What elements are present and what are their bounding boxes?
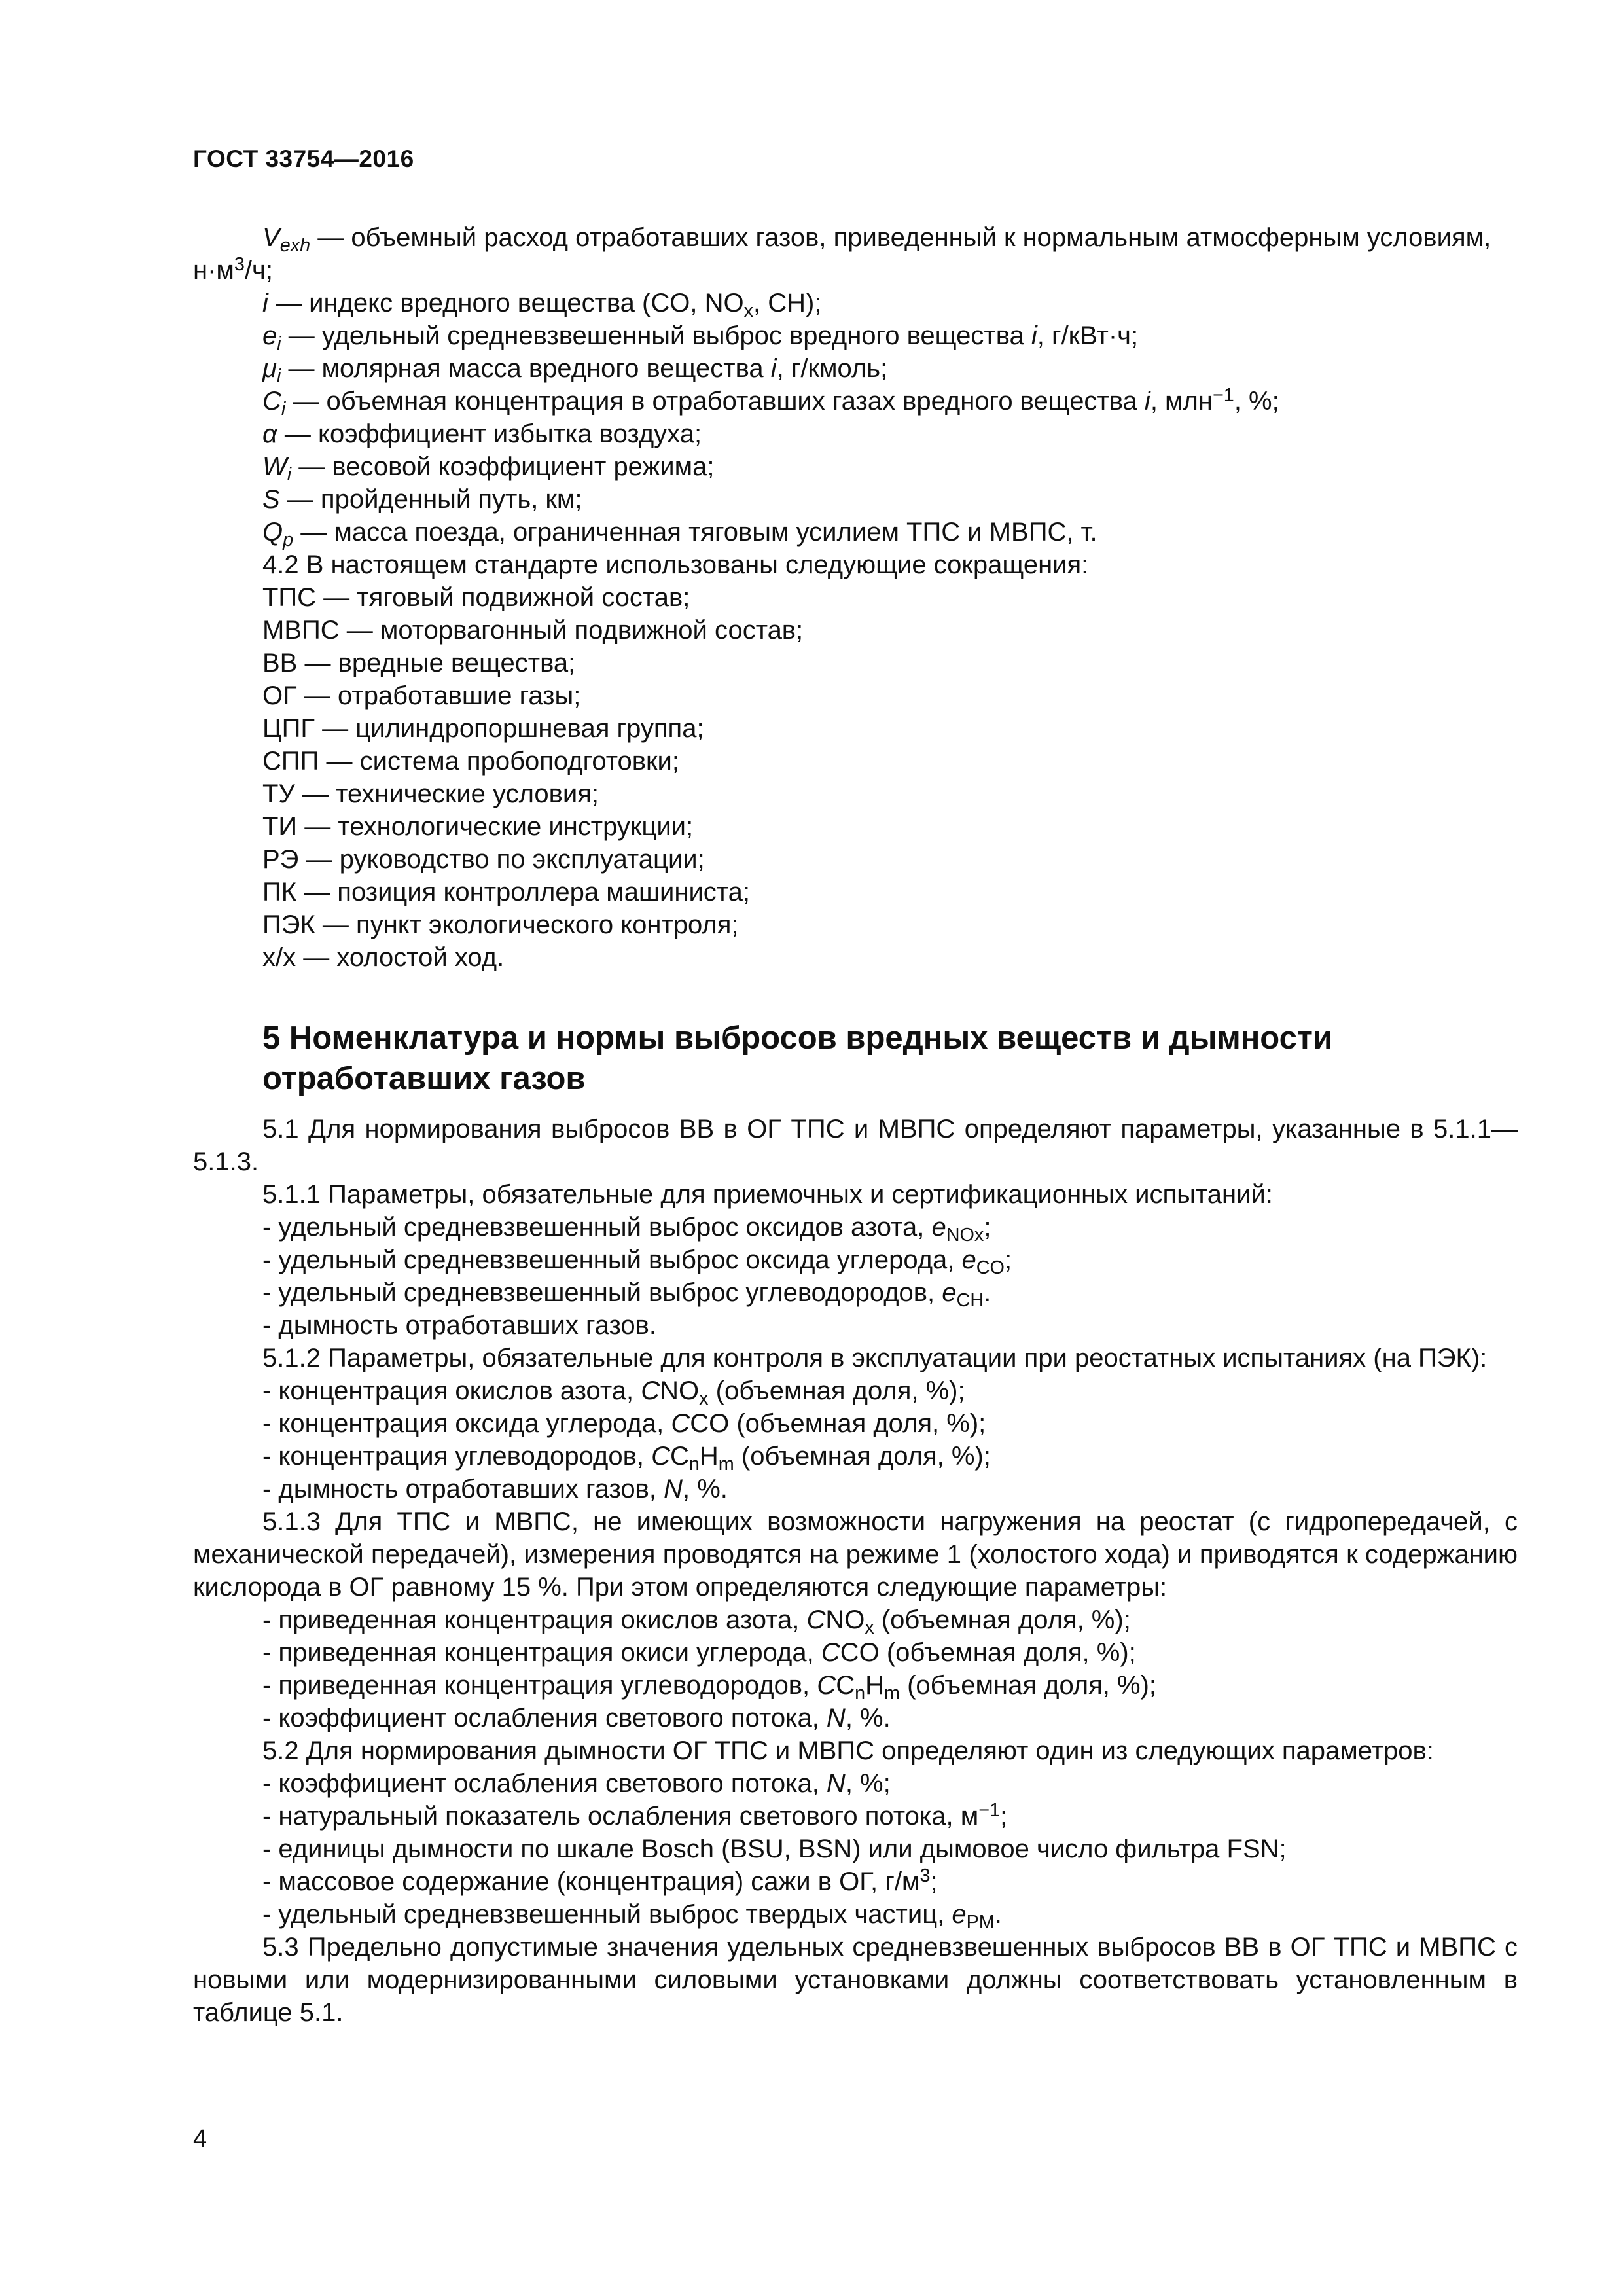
list-item: - дымность отработавших газов, N, %.	[262, 1475, 728, 1503]
page-number: 4	[193, 2125, 207, 2153]
abbrev-item: ТПС — тяговый подвижной состав;	[262, 583, 690, 612]
list-item: - приведенная концентрация углеводородов, $CC_nH_m$ (объемная доля, %);	[262, 1671, 1157, 1704]
paragraph-5-2: 5.2 Для нормирования дымности ОГ ТПС и МВПС определяют один из следующих параметров:	[262, 1736, 1434, 1765]
paragraph-5-3: 5.3 Предельно допустимые значения удельных средневзвешенных выбросов ВВ в ОГ ТПС и МВПС с новыми или модернизированными силовыми установками должны соответствовать установленным в таблице 5.1.	[193, 1933, 1518, 2027]
def-alpha: α — коэффициент избытка воздуха;	[262, 420, 702, 448]
list-item: - коэффициент ослабления светового потока, N, %;	[262, 1769, 891, 1798]
abbrev-item: СПП — система пробоподготовки;	[262, 747, 680, 776]
list-item: - удельный средневзвешенный выброс оксида углерода, $e_{CO}$;	[262, 1246, 1012, 1279]
def-c: $C_i$ — объемная концентрация в отработавших газах вредного вещества i, млн$^{-1}$, %;	[262, 385, 1279, 420]
symbol-definitions	[193, 221, 1518, 974]
def-q: $Q_p$ — масса поезда, ограниченная тяговым усилием ТПС и МВПС, т.	[262, 518, 1097, 551]
list-item: - единицы дымности по шкале Bosch (BSU, BSN) или дымовое число фильтра FSN;	[262, 1835, 1287, 1863]
list-item: - массовое содержание (концентрация) сажи в ОГ, $г/м^3$;	[262, 1865, 938, 1896]
list-item: - удельный средневзвешенный выброс оксидов азота, $e_{NOx}$;	[262, 1213, 991, 1246]
section-5-title: 5 Номенклатура и нормы выбросов вредных веществ и дымности отработавших газов	[262, 1020, 1332, 1096]
def-s: S — пройденный путь, км;	[262, 485, 582, 514]
def-i: i — индекс вредного вещества (CO, $NO_x$, CH);	[262, 289, 822, 322]
def-vexh-cont: $н\cdot м^3/ч$;	[193, 254, 274, 285]
list-item: - концентрация оксида углерода, CCO (объемная доля, %);	[262, 1409, 986, 1438]
paragraph-5-1-2: 5.1.2 Параметры, обязательные для контроля в эксплуатации при реостатных испытаниях (на ПЭК):	[262, 1344, 1488, 1372]
section-5-body	[193, 1113, 1518, 2029]
paragraph-5-1-3: 5.1.3 Для ТПС и МВПС, не имеющих возможности нагружения на реостат (с гидропередачей, с механической передачей), измерения проводятся на режиме 1 (холостого хода) и приводятся к содержанию кислорода в ОГ равному 15 %. При этом определяются следующие параметры:	[193, 1507, 1518, 1602]
list-item: - удельный средневзвешенный выброс углеводородов, $e_{CH}$.	[262, 1278, 991, 1312]
abbrev-intro: 4.2 В настоящем стандарте использованы следующие сокращения:	[262, 550, 1089, 579]
abbrev-item: РЭ — руководство по эксплуатации;	[262, 845, 705, 874]
def-mu: $\mu_i$ — молярная масса вредного вещества i, г/кмоль;	[262, 354, 888, 387]
def-vexh: $V_{exh}$ — объемный расход отработавших газов, приведенный к нормальным атмосферным условиям,	[262, 223, 1491, 257]
abbrev-item: ЦПГ — цилиндропоршневая группа;	[262, 714, 704, 743]
list-item: - дымность отработавших газов.	[262, 1311, 657, 1340]
list-item: - коэффициент ослабления светового потока, N, %.	[262, 1704, 891, 1732]
abbrev-item: ВВ — вредные вещества;	[262, 649, 576, 677]
abbrev-item: ОГ — отработавшие газы;	[262, 681, 581, 710]
list-item: - приведенная концентрация окислов азота, $CNO_x$ (объемная доля, %);	[262, 1605, 1131, 1639]
abbrev-item: ТИ — технологические инструкции;	[262, 812, 694, 841]
abbrev-item: ТУ — технические условия;	[262, 780, 599, 808]
abbrev-item: ПЭК — пункт экологического контроля;	[262, 910, 739, 939]
list-item: - концентрация углеводородов, $CC_nH_m$ (объемная доля, %);	[262, 1442, 991, 1475]
list-item: - приведенная концентрация окиси углерода, CCO (объемная доля, %);	[262, 1638, 1136, 1667]
abbrev-item: х/х — холостой ход.	[262, 943, 505, 972]
def-w: $W_i$ — весовой коэффициент режима;	[262, 452, 715, 486]
list-item: - натуральный показатель ослабления светового потока, $м^{-1}$;	[262, 1800, 1008, 1831]
list-item: - концентрация окислов азота, $CNO_x$ (объемная доля, %);	[262, 1376, 965, 1410]
document-header: ГОСТ 33754—2016	[193, 145, 414, 172]
def-e: $e_i$ — удельный средневзвешенный выброс вредного вещества i, г/кВт·ч;	[262, 321, 1139, 355]
abbrev-item: МВПС — моторвагонный подвижной состав;	[262, 616, 804, 645]
abbrev-item: ПК — позиция контроллера машиниста;	[262, 878, 751, 906]
paragraph-5-1: 5.1 Для нормирования выбросов ВВ в ОГ ТПС и МВПС определяют параметры, указанные в 5.1.1—5.1.3.	[193, 1115, 1518, 1176]
list-item: - удельный средневзвешенный выброс твердых частиц, $e_{PM}$.	[262, 1900, 1002, 1933]
paragraph-5-1-1: 5.1.1 Параметры, обязательные для приемочных и сертификационных испытаний:	[262, 1180, 1273, 1209]
